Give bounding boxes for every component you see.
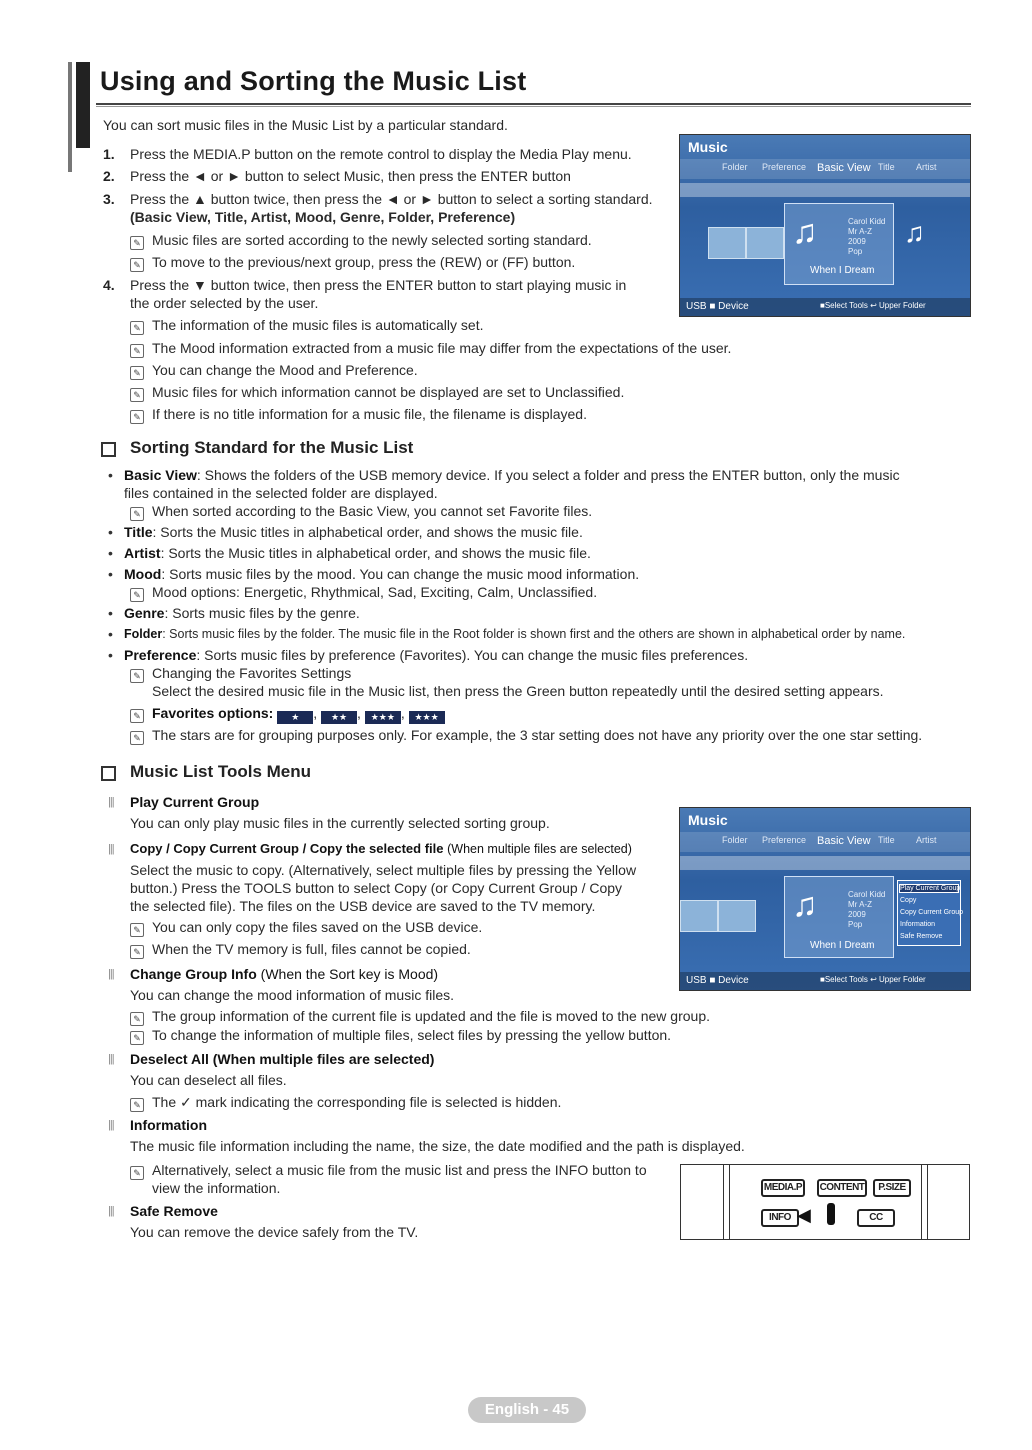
sort-item: Folder: Sorts music files by the folder. The music file in the Root folder is shown first and the others are shown in alphabetical order by name. <box>124 627 906 641</box>
note-icon: ✎ <box>130 731 144 745</box>
item-marker-icon: ||| <box>108 796 114 808</box>
step-number: 2. <box>103 168 115 184</box>
tab-artist: Artist <box>916 835 937 845</box>
note-icon: ✎ <box>130 709 144 723</box>
note-icon: ✎ <box>130 236 144 250</box>
step-text: Press the ◄ or ► button to select Music, then press the ENTER button <box>130 168 571 184</box>
tab-folder: Folder <box>722 835 748 845</box>
music-tools-screenshot <box>679 807 971 991</box>
step-text: Press the ▼ button twice, then press the ENTER button to start playing music in <box>130 277 627 293</box>
star-option-icon: ★ <box>277 711 313 724</box>
item-marker-icon: ||| <box>108 843 114 855</box>
item-marker-icon: ||| <box>108 968 114 980</box>
note-icon: ✎ <box>130 388 144 402</box>
content-button: CONTENT <box>817 1179 867 1197</box>
bullet: • <box>108 626 113 642</box>
group-bar <box>680 183 970 197</box>
step-text: Press the MEDIA.P button on the remote control to display the Media Play menu. <box>130 146 632 162</box>
tools-menu-item-play-current-group[interactable]: Play Current Group <box>900 885 961 892</box>
note-icon: ✎ <box>130 588 144 602</box>
sort-item: Mood: Sorts music files by the mood. You can change the music mood information. <box>124 566 640 582</box>
music-note-icon: ♫ <box>792 213 818 251</box>
cc-button: CC <box>857 1209 895 1227</box>
item-marker-icon: ||| <box>108 1053 114 1065</box>
section-heading: Sorting Standard for the Music List <box>130 438 414 457</box>
tools-item-text: You can change the mood information of music files. <box>130 987 455 1003</box>
stars-note: ✎ The stars are for grouping purposes only. For example, the 3 star setting does not have any priority over the one star setting. <box>130 727 922 745</box>
note-icon: ✎ <box>130 344 144 358</box>
title-rule-thin <box>96 106 971 107</box>
star-option-icon: ★★★ <box>365 711 401 724</box>
tools-note: ✎ To change the information of multiple files, select files by pressing the yellow button. <box>130 1027 671 1045</box>
tab-basic-view: Basic View <box>817 835 871 847</box>
note-icon: ✎ <box>130 507 144 521</box>
rocker-icon <box>827 1203 835 1225</box>
step-number: 4. <box>103 277 115 293</box>
tab-preference: Preference <box>762 835 807 845</box>
footer-hints: ■Select Tools ↩ Upper Folder <box>820 975 926 984</box>
note-icon: ✎ <box>130 258 144 272</box>
section-heading: Music List Tools Menu <box>130 762 312 781</box>
bullet: • <box>108 647 113 663</box>
usb-label: USB ■ Device <box>686 301 749 312</box>
note-icon: ✎ <box>130 923 144 937</box>
sort-item: Artist: Sorts the Music titles in alphabetical order, and shows the music file. <box>124 545 591 561</box>
step-note: ✎ The Mood information extracted from a music file may differ from the expectations of the user. <box>130 340 731 358</box>
item-marker-icon: ||| <box>108 1205 114 1217</box>
pointer-arrow-icon: ◀ <box>797 1205 811 1225</box>
step-text-cont: (Basic View, Title, Artist, Mood, Genre, Folder, Preference) <box>130 209 516 225</box>
p-size-button: P.SIZE <box>873 1179 911 1197</box>
step-note: ✎ Music files are sorted according to the newly selected sorting standard. <box>130 232 592 250</box>
tools-item-text: Select the music to copy. (Alternatively, select multiple files by pressing the Yellow <box>130 862 637 878</box>
song-title: When I Dream <box>810 265 875 276</box>
screen-footer <box>680 298 970 316</box>
step-note: ✎ You can change the Mood and Preference. <box>130 362 418 380</box>
tools-item-text: You can only play music files in the currently selected sorting group. <box>130 815 550 831</box>
sort-tabs <box>680 159 970 179</box>
star-option-icon: ★★ <box>321 711 357 724</box>
group-bar <box>680 856 970 870</box>
tab-title: Title <box>878 162 895 172</box>
screen-title: Music <box>688 812 728 828</box>
file-info: Carol Kidd Mr A-Z 2009 Pop <box>848 217 886 256</box>
music-menu-screenshot <box>679 134 971 317</box>
note-icon: ✎ <box>130 1031 144 1045</box>
bullet: • <box>108 524 113 540</box>
tools-item-text: The music file information including the name, the size, the date modified and the path is displayed. <box>130 1138 745 1154</box>
music-note-icon: ♫ <box>792 886 818 924</box>
folder-icon <box>708 227 746 259</box>
tools-item-text: button.) Press the TOOLS button to select Copy (or Copy Current Group / Copy <box>130 880 623 896</box>
tools-item-title: Safe Remove <box>130 1203 218 1219</box>
screen-title: Music <box>688 139 728 155</box>
tools-popup-menu <box>897 880 964 946</box>
tools-item-title: Copy / Copy Current Group / Copy the selected file (When multiple files are selected) <box>130 841 632 856</box>
page-number: English - 45 <box>468 1397 586 1423</box>
tools-menu-item-copy[interactable]: Copy <box>900 897 917 904</box>
tools-note: ✎ The group information of the current file is updated and the file is moved to the new group. <box>130 1008 710 1026</box>
tools-item-title: Information <box>130 1117 207 1133</box>
step-note: ✎ If there is no title information for a music file, the filename is displayed. <box>130 406 587 424</box>
intro-text: You can sort music files in the Music List by a particular standard. <box>103 117 508 133</box>
step-number: 3. <box>103 191 115 207</box>
folder-icon <box>746 227 784 259</box>
info-button: INFO <box>761 1209 799 1227</box>
tools-item-text: You can deselect all files. <box>130 1072 287 1088</box>
tab-folder: Folder <box>722 162 748 172</box>
file-info: Carol Kidd Mr A-Z 2009 Pop <box>848 890 886 929</box>
sort-item: Preference: Sorts music files by preference (Favorites). You can change the music files preferences. <box>124 647 749 663</box>
tools-note: ✎ When the TV memory is full, files cannot be copied. <box>130 941 471 959</box>
note-icon: ✎ <box>130 366 144 380</box>
media-p-button: MEDIA.P <box>761 1179 805 1197</box>
sort-note: ✎ Mood options: Energetic, Rhythmical, Sad, Exciting, Calm, Unclassified. <box>130 584 597 602</box>
note-icon: ✎ <box>130 1098 144 1112</box>
step-text-cont: the order selected by the user. <box>130 295 319 311</box>
tools-item-text: the selected file). The files on the USB device are saved to the TV memory. <box>130 898 596 914</box>
pref-note: ✎ Changing the Favorites Settings <box>130 665 351 683</box>
tools-item-text: You can remove the device safely from the TV. <box>130 1224 419 1240</box>
tools-note: ✎ The ✓ mark indicating the corresponding file is selected is hidden. <box>130 1094 561 1112</box>
bullet: • <box>108 545 113 561</box>
note-icon: ✎ <box>130 1166 144 1180</box>
tools-menu-item-copy-current-group[interactable]: Copy Current Group <box>900 909 964 916</box>
step-number: 1. <box>103 146 115 162</box>
section-box <box>101 442 116 457</box>
bullet: • <box>108 467 113 483</box>
step-note: ✎ Music files for which information cannot be displayed are set to Unclassified. <box>130 384 624 402</box>
sort-item: Title: Sorts the Music titles in alphabetical order, and shows the music file. <box>124 524 583 540</box>
tools-note: ✎ Alternatively, select a music file from the music list and press the INFO button to <box>130 1162 647 1180</box>
note-icon: ✎ <box>130 1012 144 1026</box>
section-box <box>101 766 116 781</box>
note-icon: ✎ <box>130 321 144 335</box>
title-accent-bar <box>68 62 72 172</box>
sort-tabs <box>680 832 970 852</box>
bullet: • <box>108 605 113 621</box>
pref-note-cont: Select the desired music file in the Music list, then press the Green button repeatedly until the desired setting appears. <box>152 683 884 699</box>
song-title: When I Dream <box>810 940 875 951</box>
title-accent-block <box>76 62 90 148</box>
tools-menu-item-information[interactable]: Information <box>900 921 936 928</box>
tab-artist: Artist <box>916 162 937 172</box>
note-icon: ✎ <box>130 669 144 683</box>
title-rule <box>96 103 971 105</box>
note-icon: ✎ <box>130 410 144 424</box>
tab-preference: Preference <box>762 162 807 172</box>
music-note-icon: ♫ <box>904 217 925 248</box>
folder-icon <box>718 900 756 932</box>
note-icon: ✎ <box>130 945 144 959</box>
folder-icon <box>680 900 718 932</box>
screen-footer <box>680 972 970 990</box>
sort-note: ✎ When sorted according to the Basic View, you cannot set Favorite files. <box>130 503 592 521</box>
favorites-note: ✎ Favorites options: ★ , ★★ , ★★★ , ★★★ <box>130 705 445 724</box>
tools-item-title: Deselect All (When multiple files are selected) <box>130 1051 435 1067</box>
tools-item-title: Play Current Group <box>130 794 260 810</box>
tools-note-cont: view the information. <box>152 1180 281 1196</box>
page-title: Using and Sorting the Music List <box>100 66 527 96</box>
tab-basic-view: Basic View <box>817 162 871 174</box>
sort-item-cont: files contained in the selected folder are displayed. <box>124 485 438 501</box>
tools-menu-item-safe-remove[interactable]: Safe Remove <box>900 933 943 940</box>
usb-label: USB ■ Device <box>686 975 749 986</box>
tools-note: ✎ You can only copy the files saved on the USB device. <box>130 919 482 937</box>
bullet: • <box>108 566 113 582</box>
step-text: Press the ▲ button twice, then press the ◄ or ► button to select a sorting standard. <box>130 191 653 207</box>
star-option-icon: ★★★ <box>409 711 445 724</box>
sort-item: Basic View: Shows the folders of the USB memory device. If you select a folder and press the ENTER button, only the music <box>124 467 900 483</box>
footer-hints: ■Select Tools ↩ Upper Folder <box>820 301 926 310</box>
sort-item: Genre: Sorts music files by the genre. <box>124 605 360 621</box>
step-note: ✎ To move to the previous/next group, press the (REW) or (FF) button. <box>130 254 575 272</box>
item-marker-icon: ||| <box>108 1119 114 1131</box>
tools-item-title: Change Group Info (When the Sort key is Mood) <box>130 966 439 982</box>
step-note: ✎ The information of the music files is automatically set. <box>130 317 483 335</box>
tab-title: Title <box>878 835 895 845</box>
remote-buttons-illustration <box>680 1164 970 1240</box>
